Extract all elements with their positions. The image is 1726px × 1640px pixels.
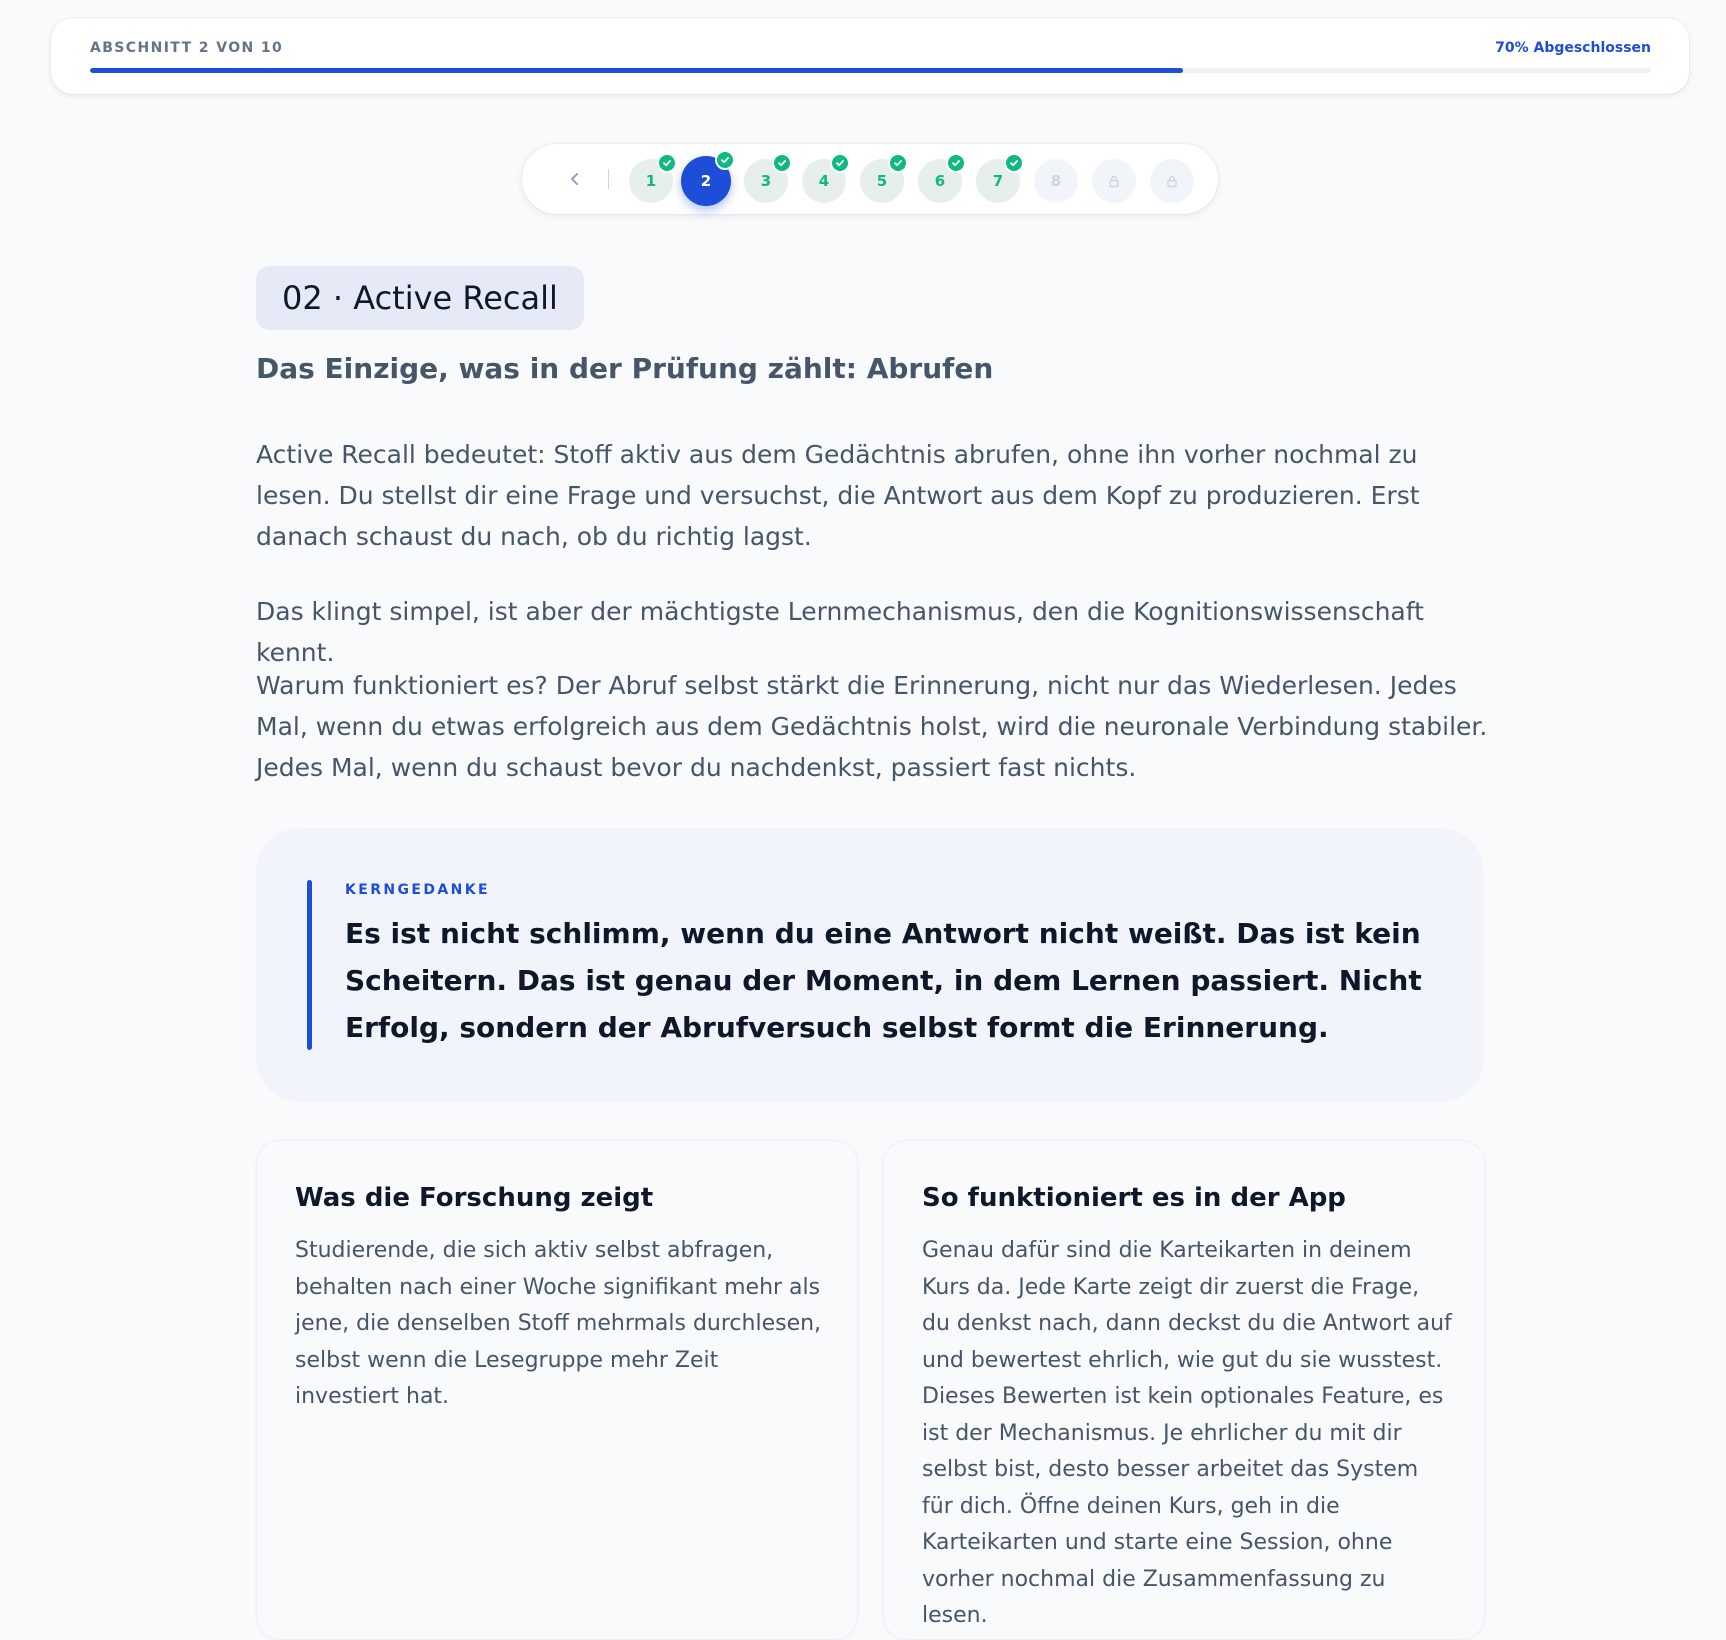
stepper-divider <box>608 169 609 189</box>
section-step-4[interactable] <box>802 159 846 203</box>
lock-icon <box>1165 174 1179 188</box>
progress-card <box>51 18 1689 94</box>
check-icon <box>830 153 850 173</box>
check-icon <box>888 153 908 173</box>
step-number: 2 <box>700 172 712 190</box>
step-number: 8 <box>1050 172 1062 190</box>
step-number: 6 <box>934 172 946 190</box>
callout-accent-bar <box>307 880 312 1050</box>
lesson-title-chip: 02 · Active Recall <box>256 266 584 330</box>
card-title: So funktioniert es in der App <box>922 1183 1346 1213</box>
chevron-left-icon <box>568 172 582 186</box>
card-body: Studierende, die sich aktiv selbst abfragen, behalten nach einer Woche signifikant mehr als jene, die denselben Stoff mehrmals durchlesen, selbst wenn die Lesegruppe mehr Zeit investiert hat. <box>295 1238 822 1409</box>
paragraph: Active Recall bedeutet: Stoff aktiv aus dem Gedächtnis abrufen, ohne ihn vorher nochmal zu lesen. Du stellst dir eine Frage und versuchst, die Antwort aus dem Kopf zu produzieren. Erst danach schaust du nach, ob du richtig lagst. <box>256 440 1420 551</box>
app-usage-card <box>883 1140 1485 1640</box>
section-step-5[interactable] <box>860 159 904 203</box>
check-icon <box>772 153 792 173</box>
callout-label: KERNGEDANKE <box>345 882 490 898</box>
step-number: 3 <box>760 172 772 190</box>
card-body: Genau dafür sind die Karteikarten in deinem Kurs da. Jede Karte zeigt dir zuerst die Frage, du denkst nach, dann deckst du die Antwort auf und bewertest ehrlich, wie gut du sie wusstest. Dieses Bewerten ist kein optionales Feature, es ist der Mechanismus. Je ehrlicher du mit dir selbst bist, desto besser arbeitet das System für dich. Öffne deinen Kurs, geh in die Karteikarten und starte eine Session, ohne vorher nochmal die Zusammenfassung zu lesen. <box>922 1238 1452 1628</box>
progress-percent: 70% Abgeschlossen <box>1495 40 1651 56</box>
section-step-2[interactable] <box>681 156 731 206</box>
section-step-8[interactable] <box>1034 159 1078 203</box>
section-step-locked <box>1092 159 1136 203</box>
section-step-locked <box>1150 159 1194 203</box>
section-step-6[interactable] <box>918 159 962 203</box>
step-number: 7 <box>992 172 1004 190</box>
check-icon <box>715 150 735 170</box>
research-card <box>256 1140 858 1640</box>
paragraph: Warum funktioniert es? Der Abruf selbst stärkt die Erinnerung, nicht nur das Wiederlesen. Jedes Mal, wenn du etwas erfolgreich aus dem Gedächtnis holst, wird die neuronale Verbindung stabiler. Jedes Mal, wenn du schaust bevor du nachdenkst, passiert fast nichts. <box>256 671 1488 782</box>
step-number: 4 <box>818 172 830 190</box>
callout-text: Es ist nicht schlimm, wenn du eine Antwort nicht weißt. Das ist kein Scheitern. Das ist genau der Moment, in dem Lernen passiert. Nicht Erfolg, sondern der Abrufversuch selbst formt die Erinnerung. <box>345 917 1422 1044</box>
key-idea-callout <box>256 828 1484 1102</box>
step-number: 1 <box>645 172 657 190</box>
check-icon <box>946 153 966 173</box>
section-stepper <box>522 144 1218 214</box>
progress-bar <box>90 68 1651 73</box>
section-step-1[interactable] <box>629 159 673 203</box>
section-step-3[interactable] <box>744 159 788 203</box>
paragraph: Das klingt simpel, ist aber der mächtigste Lernmechanismus, den die Kognitionswissenschaft kennt. <box>256 597 1424 667</box>
progress-bar-fill <box>90 68 1183 73</box>
section-counter: ABSCHNITT 2 VON 10 <box>90 40 284 56</box>
check-icon <box>657 153 677 173</box>
lesson-subtitle: Das Einzige, was in der Prüfung zählt: Abrufen <box>256 352 994 385</box>
check-icon <box>1004 153 1024 173</box>
lock-icon <box>1107 174 1121 188</box>
step-number: 5 <box>876 172 888 190</box>
previous-section-button[interactable] <box>560 164 590 194</box>
section-step-7[interactable] <box>976 159 1020 203</box>
card-title: Was die Forschung zeigt <box>295 1183 654 1213</box>
